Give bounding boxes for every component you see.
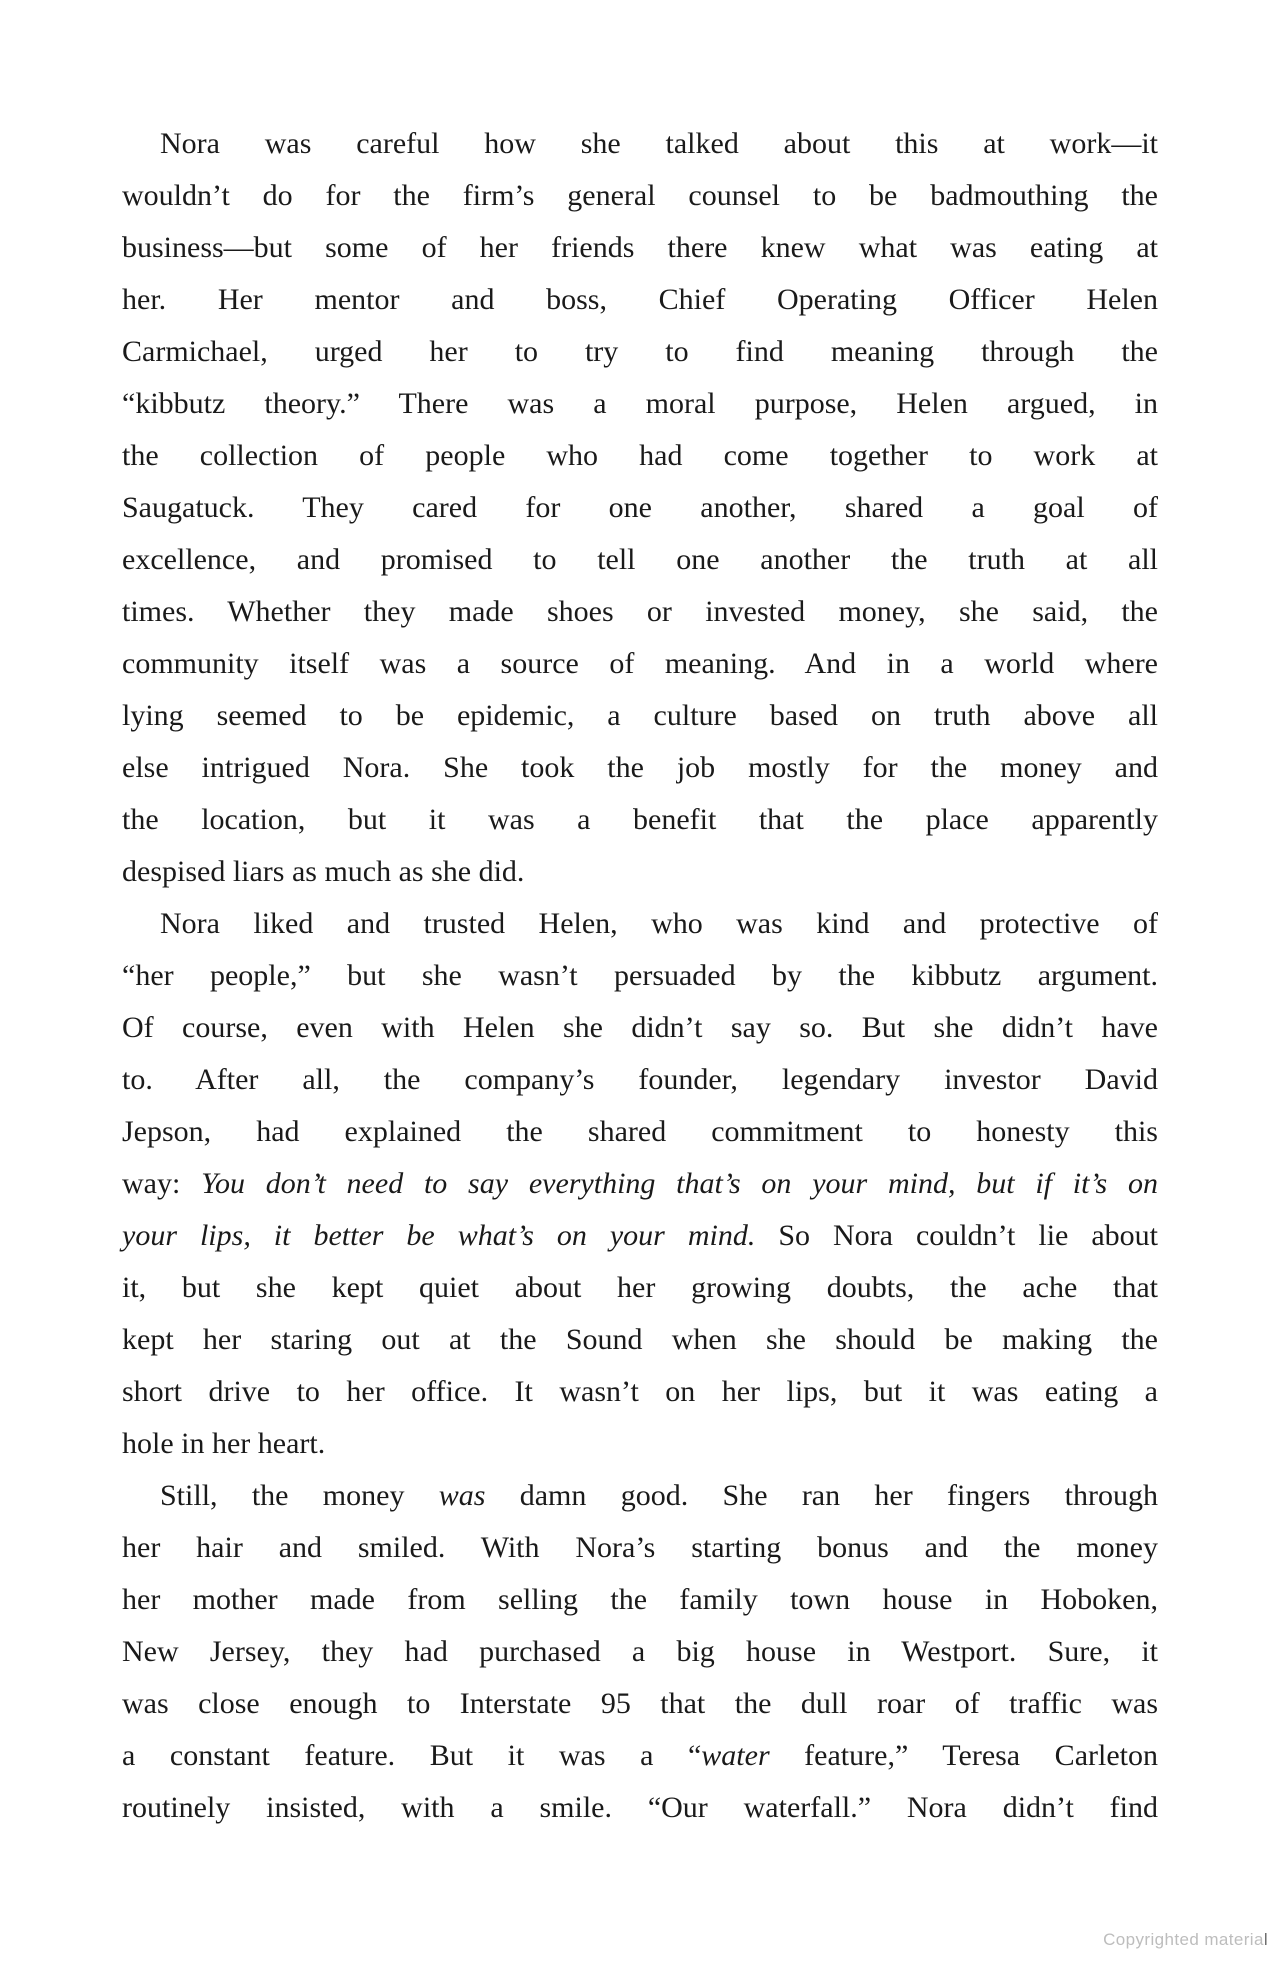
text-line [122,1106,1158,1158]
text-line [122,1470,1158,1522]
text-line [122,950,1158,1002]
text-line [122,1678,1158,1730]
text-line [122,794,1158,846]
text-segment: to. After all, the company’s founder, legendary investor David [122,1063,1158,1096]
text-line [122,1418,1158,1470]
text-segment: Nora liked and trusted Helen, who was kind and protective of [160,907,1158,940]
text-line [122,482,1158,534]
text-segment: routinely insisted, with a smile. “Our waterfall.” Nora didn’t find [122,1791,1158,1824]
text-segment: else intrigued Nora. She took the job mostly for the money and [122,751,1158,784]
text-segment: New Jersey, they had purchased a big house in Westport. Sure, it [122,1635,1158,1668]
italic-text-segment: You don’t need to say everything that’s on your mind, but if it’s on [201,1167,1158,1200]
text-segment: Jepson, had explained the shared commitment to honesty this [122,1115,1158,1148]
text-segment: lying seemed to be epidemic, a culture based on truth above all [122,699,1158,732]
paragraph [122,118,1158,898]
text-segment: Of course, even with Helen she didn’t say so. But she didn’t have [122,1011,1158,1044]
text-segment: community itself was a source of meaning. And in a world where [122,647,1158,680]
text-segment: business—but some of her friends there knew what was eating at [122,231,1158,264]
watermark-light-text: Copyrighted materia [1103,1930,1264,1949]
text-segment: feature,” Teresa Carleton [769,1739,1158,1772]
text-line [122,1574,1158,1626]
text-block [122,118,1158,1834]
text-line [122,118,1158,170]
text-segment: her. Her mentor and boss, Chief Operating Officer Helen [122,283,1158,316]
text-segment: “kibbutz theory.” There was a moral purpose, Helen argued, in [122,387,1158,420]
text-line [122,1158,1158,1210]
text-segment: was close enough to Interstate 95 that the dull roar of traffic was [122,1687,1158,1720]
text-line [122,1522,1158,1574]
text-line [122,534,1158,586]
text-segment: Still, the money [160,1479,439,1512]
text-line [122,1366,1158,1418]
text-segment: hole in her heart. [122,1427,326,1460]
text-line [122,638,1158,690]
text-line [122,1210,1158,1262]
text-segment: it, but she kept quiet about her growing doubts, the ache that [122,1271,1158,1304]
text-line [122,846,1158,898]
text-line [122,1262,1158,1314]
italic-text-segment: was [438,1479,486,1512]
text-segment: Carmichael, urged her to try to find meaning through the [122,335,1158,368]
text-line [122,378,1158,430]
text-segment: wouldn’t do for the firm’s general counsel to be badmouthing the [122,179,1158,212]
text-segment: excellence, and promised to tell one another the truth at all [122,543,1158,576]
italic-text-segment: your lips, it better be what’s on your mind. [122,1219,756,1252]
paragraph [122,1470,1158,1834]
text-segment: So Nora couldn’t lie about [755,1219,1158,1252]
text-segment: Nora was careful how she talked about this at work—it [160,127,1158,160]
text-line [122,1002,1158,1054]
text-line [122,222,1158,274]
text-segment: short drive to her office. It wasn’t on her lips, but it was eating a [122,1375,1158,1408]
text-segment: Saugatuck. They cared for one another, shared a goal of [122,491,1158,524]
text-segment: “her people,” but she wasn’t persuaded by the kibbutz argument. [122,959,1158,992]
text-line [122,898,1158,950]
text-line [122,1626,1158,1678]
text-segment: despised liars as much as she did. [122,855,525,888]
paragraph [122,898,1158,1470]
text-segment: times. Whether they made shoes or invested money, she said, the [122,595,1158,628]
watermark [1103,1930,1268,1950]
text-segment: her hair and smiled. With Nora’s starting bonus and the money [122,1531,1158,1564]
watermark-dark-text: l [1263,1930,1268,1949]
text-line [122,690,1158,742]
text-line [122,1054,1158,1106]
text-line [122,1314,1158,1366]
text-line [122,430,1158,482]
text-line [122,1782,1158,1834]
text-line [122,742,1158,794]
text-line [122,170,1158,222]
text-segment: the location, but it was a benefit that the place apparently [122,803,1158,836]
text-segment: way: [122,1167,202,1200]
text-line [122,586,1158,638]
text-segment: her mother made from selling the family town house in Hoboken, [122,1583,1158,1616]
text-segment: the collection of people who had come together to work at [122,439,1158,472]
text-segment: a constant feature. But it was a “ [122,1739,702,1772]
text-line [122,1730,1158,1782]
text-line [122,326,1158,378]
text-line [122,274,1158,326]
text-segment: damn good. She ran her fingers through [485,1479,1158,1512]
italic-text-segment: water [701,1739,770,1772]
text-segment: kept her staring out at the Sound when she should be making the [122,1323,1158,1356]
